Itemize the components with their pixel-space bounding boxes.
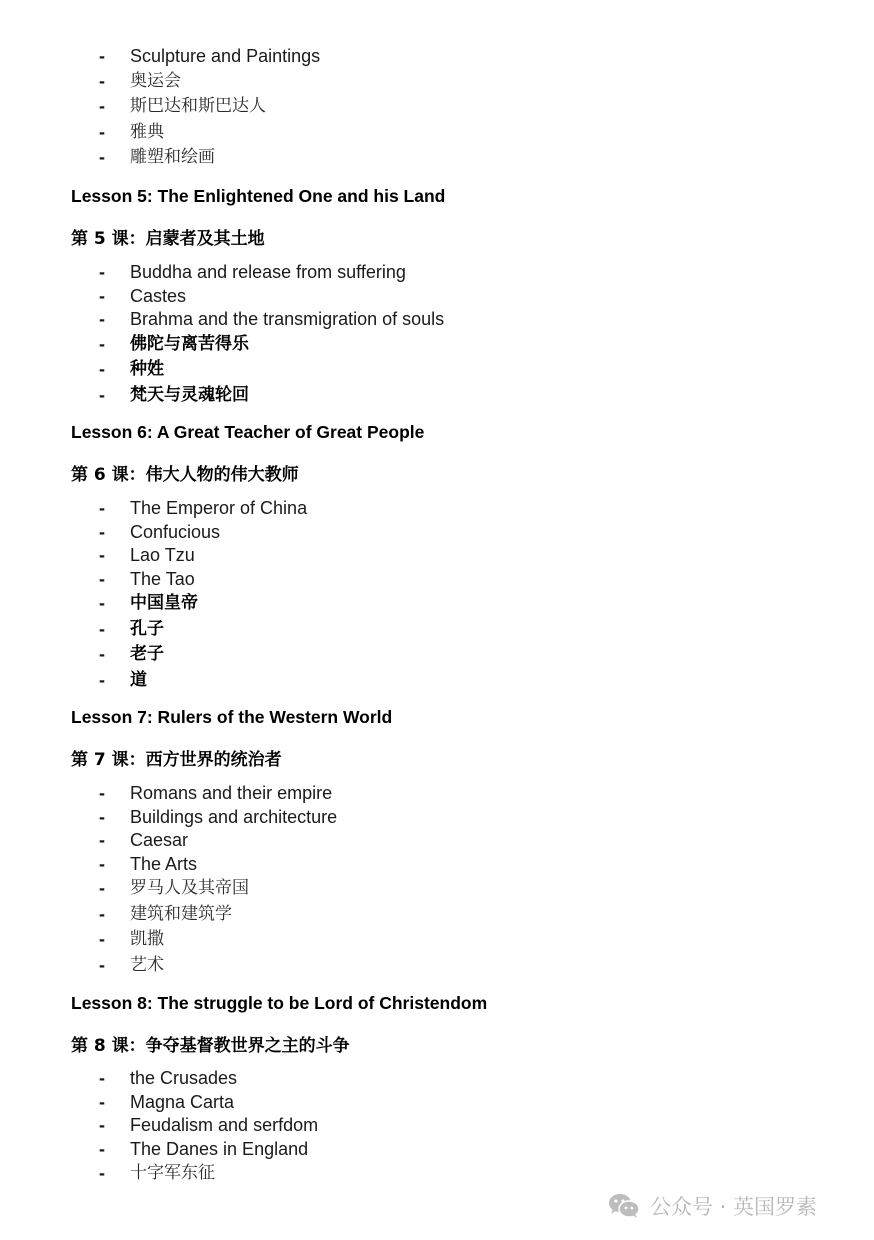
bullet-dash: - bbox=[99, 644, 105, 664]
list-item-text: 雅典 bbox=[130, 121, 164, 142]
bullet-dash: - bbox=[99, 954, 105, 975]
list-item-text: Caesar bbox=[130, 830, 189, 850]
list-item-text: the Crusades bbox=[130, 1068, 238, 1088]
bullet-dash: - bbox=[99, 853, 105, 874]
bullet-dash: - bbox=[99, 498, 105, 518]
watermark-text: 公众号 · 英国罗素 bbox=[650, 1195, 818, 1219]
bullet-dash: - bbox=[99, 1115, 105, 1135]
bullet-dash: - bbox=[99, 359, 105, 379]
list-item-text: The Arts bbox=[130, 853, 198, 874]
list-item-text: Sculpture and Paintings bbox=[130, 46, 321, 66]
list-item-text: Lao Tzu bbox=[130, 545, 195, 565]
list-item-text: 佛陀与离苦得乐 bbox=[130, 333, 249, 354]
lesson-8-title-cn: 第 8 课：争夺基督教世界之主的斗争 bbox=[71, 1036, 350, 1056]
list-item-text: The Danes in England bbox=[130, 1138, 309, 1159]
list-item-text: Brahma and the transmigration of souls bbox=[130, 309, 445, 329]
bullet-dash: - bbox=[99, 830, 105, 850]
bullet-dash: - bbox=[99, 521, 105, 542]
wechat-icon bbox=[608, 1193, 640, 1219]
bullet-dash: - bbox=[99, 878, 105, 898]
lesson-5-title-cn: 第 5 课：启蒙者及其土地 bbox=[71, 229, 265, 249]
bullet-dash: - bbox=[99, 384, 105, 405]
list-item-text: 十字军东征 bbox=[130, 1163, 215, 1183]
bullet-dash: - bbox=[99, 262, 105, 282]
list-item-text: 艺术 bbox=[130, 954, 164, 975]
lesson-5-title-en: Lesson 5: The Enlightened One and his Land bbox=[71, 186, 446, 206]
bullet-dash: - bbox=[99, 783, 105, 803]
lesson-6-title-cn: 第 6 课：伟大人物的伟大教师 bbox=[71, 465, 299, 485]
list-item-text: The Emperor of China bbox=[130, 498, 308, 518]
list-item-text: 道 bbox=[130, 669, 147, 690]
list-item-text: 斯巴达和斯巴达人 bbox=[130, 96, 266, 116]
bullet-dash: - bbox=[99, 618, 105, 639]
list-item-text: Buildings and architecture bbox=[130, 806, 338, 827]
bullet-dash: - bbox=[99, 1163, 105, 1183]
lesson-7-title-en: Lesson 7: Rulers of the Western World bbox=[71, 707, 393, 727]
bullet-dash: - bbox=[99, 96, 105, 116]
bullet-dash: - bbox=[99, 903, 105, 924]
bullet-dash: - bbox=[99, 121, 105, 142]
list-item-text: Romans and their empire bbox=[130, 783, 333, 803]
bullet-dash: - bbox=[99, 1091, 105, 1112]
list-item-text: 梵天与灵魂轮回 bbox=[130, 384, 249, 405]
list-item-text: 老子 bbox=[130, 644, 164, 664]
bullet-dash: - bbox=[99, 285, 105, 306]
bullet-dash: - bbox=[99, 70, 105, 91]
bullet-dash: - bbox=[99, 929, 105, 949]
bullet-dash: - bbox=[99, 147, 105, 167]
bullet-dash: - bbox=[99, 593, 105, 613]
list-item-text: 雕塑和绘画 bbox=[130, 147, 215, 167]
list-item-text: 中国皇帝 bbox=[130, 593, 198, 613]
bullet-dash: - bbox=[99, 669, 105, 690]
bullet-dash: - bbox=[99, 309, 105, 329]
bullet-dash: - bbox=[99, 333, 105, 354]
list-item-text: 凯撒 bbox=[130, 929, 164, 949]
lesson-8-title-en: Lesson 8: The struggle to be Lord of Christendom bbox=[71, 993, 488, 1013]
lesson-7-title-cn: 第 7 课：西方世界的统治者 bbox=[71, 750, 282, 770]
list-item-text: Confucious bbox=[130, 521, 221, 542]
list-item-text: Magna Carta bbox=[130, 1091, 235, 1112]
list-item-text: The Tao bbox=[130, 568, 195, 589]
lesson-6-title-en: Lesson 6: A Great Teacher of Great People bbox=[71, 422, 425, 442]
bullet-dash: - bbox=[99, 806, 105, 827]
list-item-text: 孔子 bbox=[130, 618, 164, 639]
bullet-dash: - bbox=[99, 545, 105, 565]
list-item-text: 罗马人及其帝国 bbox=[130, 878, 249, 898]
bullet-dash: - bbox=[99, 1138, 105, 1159]
bullet-dash: - bbox=[99, 1068, 105, 1088]
list-item-text: 建筑和建筑学 bbox=[130, 903, 232, 924]
bullet-dash: - bbox=[99, 46, 105, 66]
watermark bbox=[608, 1191, 817, 1221]
list-item-text: Feudalism and serfdom bbox=[130, 1115, 319, 1135]
list-item-text: 奥运会 bbox=[130, 70, 181, 91]
list-item-text: 种姓 bbox=[130, 359, 164, 379]
bullet-dash: - bbox=[99, 568, 105, 589]
list-item-text: Buddha and release from suffering bbox=[130, 262, 406, 282]
list-item-text: Castes bbox=[130, 285, 187, 306]
